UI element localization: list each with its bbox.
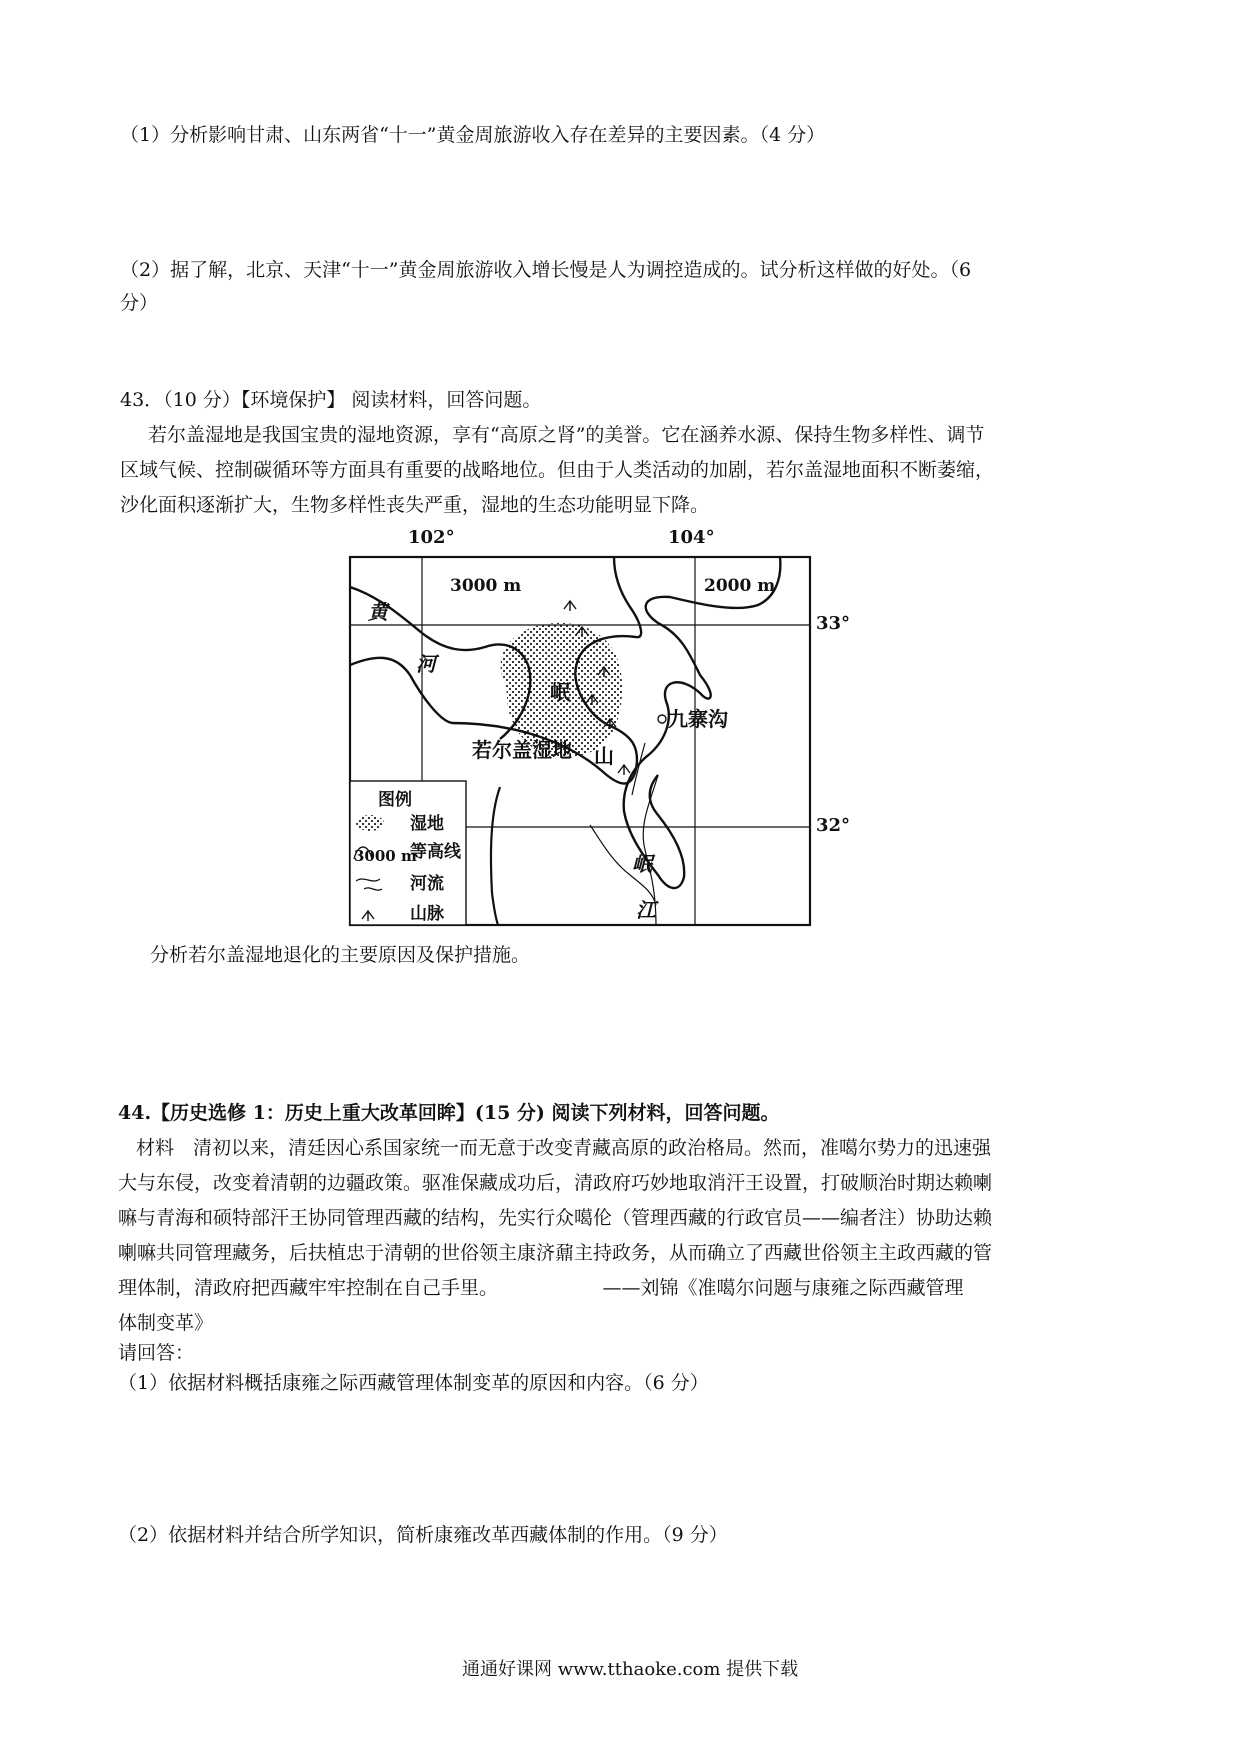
lon-label-102: 102°: [408, 527, 455, 548]
q43-material-line: 若尔盖湿地是我国宝贵的湿地资源，享有“高原之肾”的美誉。它在涵养水源、保持生物多样性、调节: [148, 424, 985, 446]
min-river-label-1: 岷: [632, 852, 652, 876]
q43-question: 分析若尔盖湿地退化的主要原因及保护措施。: [150, 944, 531, 966]
contour-line-west: [491, 787, 500, 925]
legend-label-mountain: 山脉: [410, 904, 444, 924]
page-footer: 通通好课网 www.tthaoke.com 提供下载: [462, 1659, 799, 1680]
wetland-label: 若尔盖湿地: [472, 738, 572, 762]
jiuzhaigou-label: 九寨沟: [668, 707, 728, 731]
legend-label-contour: 等高线: [410, 842, 461, 862]
legend-label-river: 河流: [410, 874, 444, 894]
q42-sub2-line2: 分）: [120, 292, 159, 314]
q44-prompt: 请回答：: [118, 1342, 195, 1364]
contour-2000-label: 2000 m: [704, 576, 776, 596]
min-mountain-label-2: 山: [594, 744, 614, 768]
lat-label-32: 32°: [816, 815, 851, 836]
q44-material-line: 材料 清初以来，清廷因心系国家统一而无意于改变青藏高原的政治格局。然而，准噶尔势力的迅速强: [136, 1137, 992, 1159]
legend-label-wetland: 湿地: [410, 814, 444, 834]
jiuzhaigou-point: [658, 715, 666, 723]
q42-sub1: （1）分析影响甘肃、山东两省“十一”黄金周旅游收入存在差异的主要因素。（4 分）: [120, 124, 826, 146]
yellow-river-label-2: 河: [416, 652, 436, 676]
q44-heading: 44.【历史选修 1：历史上重大改革回眸】(15 分) 阅读下列材料，回答问题。: [118, 1102, 780, 1124]
lat-label-33: 33°: [816, 613, 851, 634]
q44-material-line: 理体制，清政府把西藏牢牢控制在自己手里。 ——刘锦《准噶尔问题与康雍之际西藏管理: [118, 1277, 964, 1299]
q43-material-line: 沙化面积逐渐扩大，生物多样性丧失严重，湿地的生态功能明显下降。: [120, 494, 710, 516]
q43-heading: 43．（10 分）【环境保护】 阅读材料，回答问题。: [120, 389, 542, 411]
legend-contour-prefix: 3000 m: [354, 847, 417, 865]
q44-material-line: 喇嘛共同管理藏务，后扶植忠于清朝的世俗领主康济鼐主持政务，从而确立了西藏世俗领主主政西藏的管: [118, 1242, 993, 1264]
min-mountain-label-1: 岷: [550, 680, 570, 704]
legend-title: 图例: [378, 790, 412, 810]
q44-material-line: 大与东侵，改变着清朝的边疆政策。驱准保藏成功后，清政府巧妙地取消汗王设置，打破顺治时期达赖喇: [118, 1172, 993, 1194]
contour-3000-label: 3000 m: [450, 576, 522, 596]
q44-material-line: 嘛与青海和硕特部汗王协同管理西藏的结构，先实行众噶伦（管理西藏的行政官员——编者注）协助达赖: [118, 1207, 993, 1229]
q44-sub1: （1）依据材料概括康雍之际西藏管理体制变革的原因和内容。（6 分）: [118, 1372, 709, 1394]
dotted-area-icon: [356, 815, 384, 831]
wetland-map: [340, 525, 860, 945]
min-river-label-2: 江: [636, 898, 656, 922]
q44-material-line: 体制变革》: [118, 1312, 214, 1334]
lon-label-104: 104°: [668, 527, 715, 548]
q44-sub2: （2）依据材料并结合所学知识，简析康雍改革西藏体制的作用。（9 分）: [118, 1524, 728, 1546]
q42-sub2-line1: （2）据了解，北京、天津“十一”黄金周旅游收入增长慢是人为调控造成的。试分析这样做的好处。（6: [120, 259, 972, 281]
q43-material-line: 区域气候、控制碳循环等方面具有重要的战略地位。但由于人类活动的加剧，若尔盖湿地面积不断萎缩，: [120, 459, 995, 481]
yellow-river-label-1: 黄: [368, 600, 388, 624]
